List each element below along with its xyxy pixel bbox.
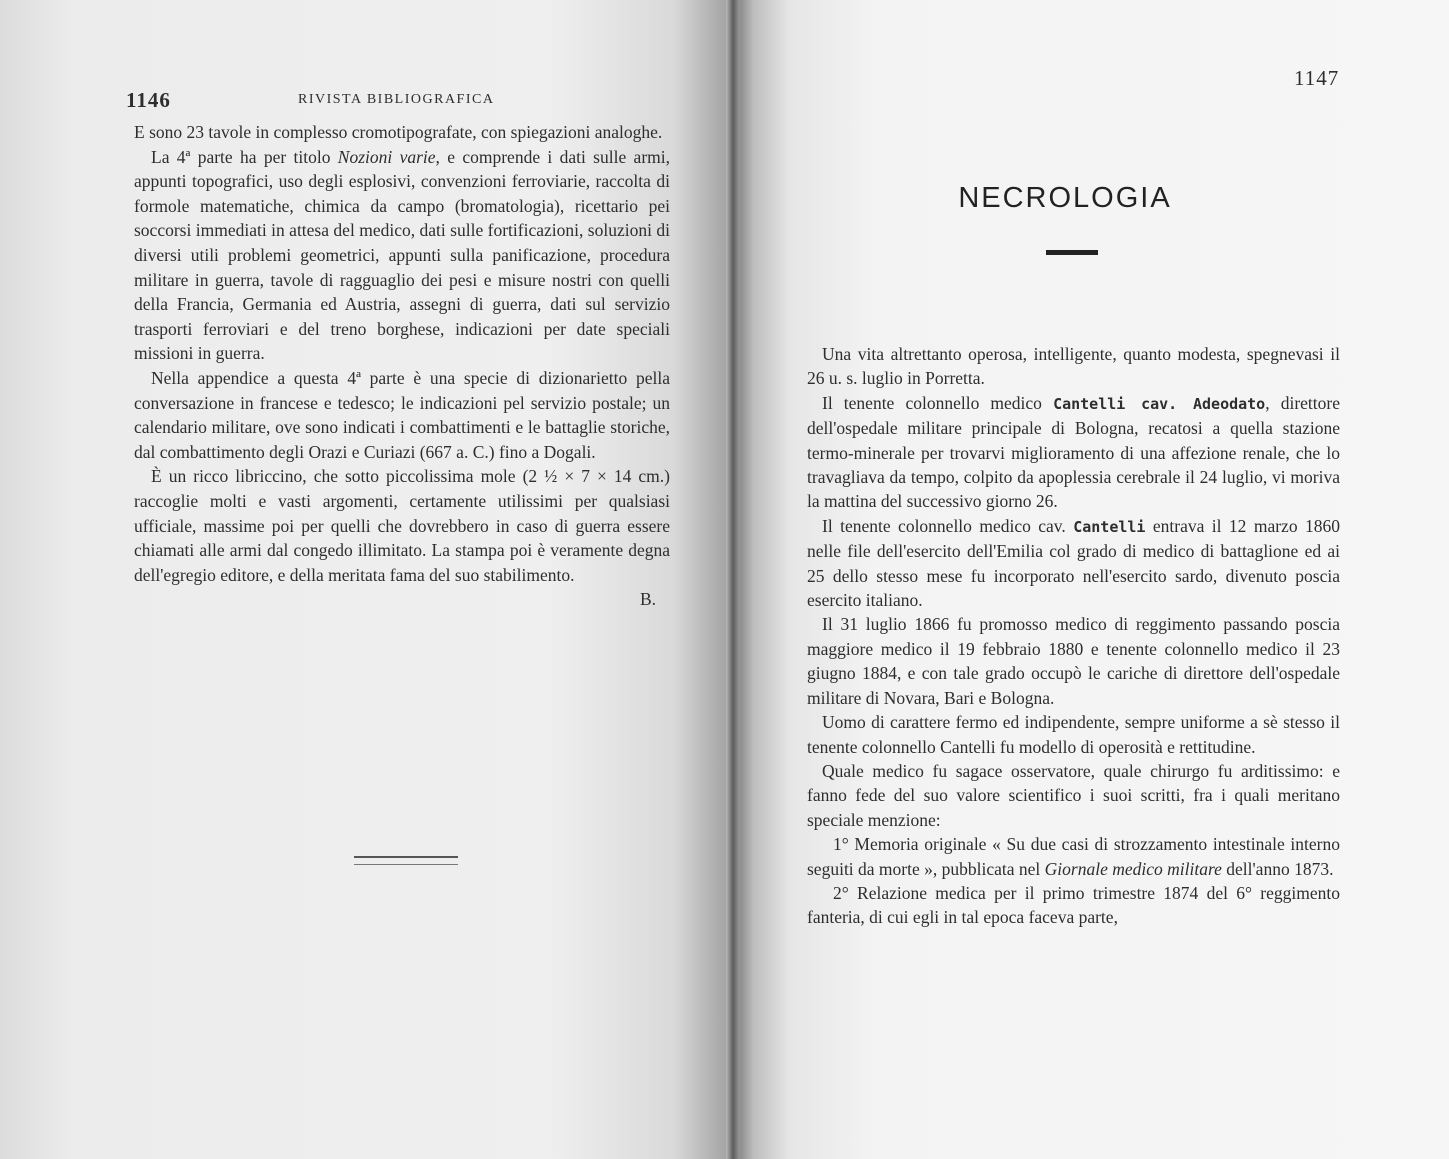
right-paragraph-3 <box>807 514 1340 613</box>
review-signature: B. <box>639 589 656 610</box>
surname-bold: Cantelli <box>1073 517 1146 536</box>
publication-item-2: 2° Relazione medica per il primo trimestre 1874 del 6° reggimento fanteria, di cui egli in tal epoca faceva parte, <box>807 882 1340 928</box>
right-paragraph-3-lead: Il tenente colonnello medico cav. <box>822 515 1074 536</box>
left-page-number: 1146 <box>126 88 171 112</box>
left-page-body <box>134 120 670 612</box>
right-paragraph-5: Uomo di carattere fermo ed indipendente, sempre uniforme a sè stesso il tenente colonnello Cantelli fu modello di operosità e rettitudine. <box>807 712 1340 757</box>
right-paragraph-6: Quale medico fu sagace osservatore, quale chirurgo fu arditissimo: e fanno fede del suo valore scientifico i suoi scritti, fra i quali meritano speciale menzione: <box>807 760 1340 830</box>
title-underline <box>1046 250 1098 255</box>
section-divider <box>354 856 458 865</box>
book-title-italic: Nozioni varie <box>337 146 436 167</box>
left-paragraph-2 <box>134 145 670 366</box>
publication-item-1-lead: 1° Memoria originale « Su due casi di strozzamento intestinale interno seguiti da morte », pubblicata nel <box>807 834 1340 879</box>
left-paragraph-2-lead: La 4ª parte ha per titolo <box>151 146 338 167</box>
right-page-number: 1147 <box>1294 66 1340 90</box>
left-paragraph-4: È un ricco libriccino, che sotto piccolissima mole (2 ½ × 7 × 14 cm.) raccoglie molti e vasti argomenti, certamente utilissimi per qualsiasi ufficiale, massime poi per quelli che dovrebbero in caso di guerra essere chiamati alle armi dal congedo illimitato. La stampa poi è veramente degna dell'egregio editore, e della meritata fama del suo stabilimento. <box>134 466 670 585</box>
right-page-body <box>807 342 1340 930</box>
running-head: RIVISTA BIBLIOGRAFICA <box>298 92 495 107</box>
right-paragraph-2-lead: Il tenente colonnello medico <box>822 392 1054 413</box>
publication-item-1-tail: dell'anno 1873. <box>1221 858 1334 879</box>
right-paragraph-4: Il 31 luglio 1866 fu promosso medico di reggimento passando poscia maggiore medico il 19 febbraio 1880 e tenente colonnello medico il 23 giugno 1884, e con tale grado occupò le cariche di direttore dell'ospedale militare di Novara, Bari e Bologna. <box>807 614 1340 708</box>
book-gutter <box>726 0 740 1159</box>
journal-title-italic: Giornale medico militare <box>1044 858 1222 879</box>
left-paragraph-2-tail: , e comprende i <box>435 146 553 167</box>
left-page-header <box>126 88 686 112</box>
left-paragraph-3: Nella appendice a questa 4ª parte è una specie di dizionarietto pella conversazione in francese e tedesco; le indicazioni pel servizio postale; un calendario militare, ove sono indicati i combattimenti e le battaglie storiche, dal combattimento degli Orazi e Curiazi (667 a. C.) fino a Dogali. <box>134 367 670 462</box>
right-paragraph-3-body: entrava il 12 marzo 1860 nelle file dell'esercito dell'Emilia col grado di medico di battaglione ed ai 25 dello stesso mese fu incorporato nell'esercito sardo, divenuto poscia esercito italiano. <box>807 515 1340 611</box>
publication-item-1 <box>807 832 1340 881</box>
right-paragraph-1: Una vita altrettanto operosa, intelligente, quanto modesta, spegnevasi il 26 u. s. luglio in Porretta. <box>807 344 1340 389</box>
left-paragraph-1: E sono 23 tavole in complesso cromotipografate, con spiegazioni analoghe. <box>134 122 663 142</box>
right-paragraph-2 <box>807 391 1340 514</box>
deceased-name: Cantelli cav. Adeodato <box>1053 394 1266 413</box>
section-title: NECROLOGIA <box>958 182 1172 214</box>
left-paragraph-2-body: dati sulle armi, appunti topografici, uso degli esplosivi, convenzioni ferroviarie, raccolta di formole matematiche, chimica da campo (bromatologia), ricettario pei soccorsi immediati in attesa del medico, dati sulle fortificazioni, soluzioni di diversi utili problemi geometrici, appunti sulla panificazione, procedura militare in guerra, tavole di ragguaglio dei pesi e misure nostri con quelli della Francia, Germania ed Austria, assegni di guerra, dati sul servizio trasporti ferroviari e del treno borghese, indicazioni per date speciali missioni in guerra. <box>134 146 671 364</box>
right-paragraph-2-body: , direttore dell'ospedale militare principale di Bologna, recatosi a quella stazione termo-minerale per trovarvi miglioramento di una affezione renale, che lo travagliava da tempo, colpito da apoplessia cerebrale il 24 luglio, vi moriva la mattina del successivo giorno 26. <box>807 392 1340 512</box>
